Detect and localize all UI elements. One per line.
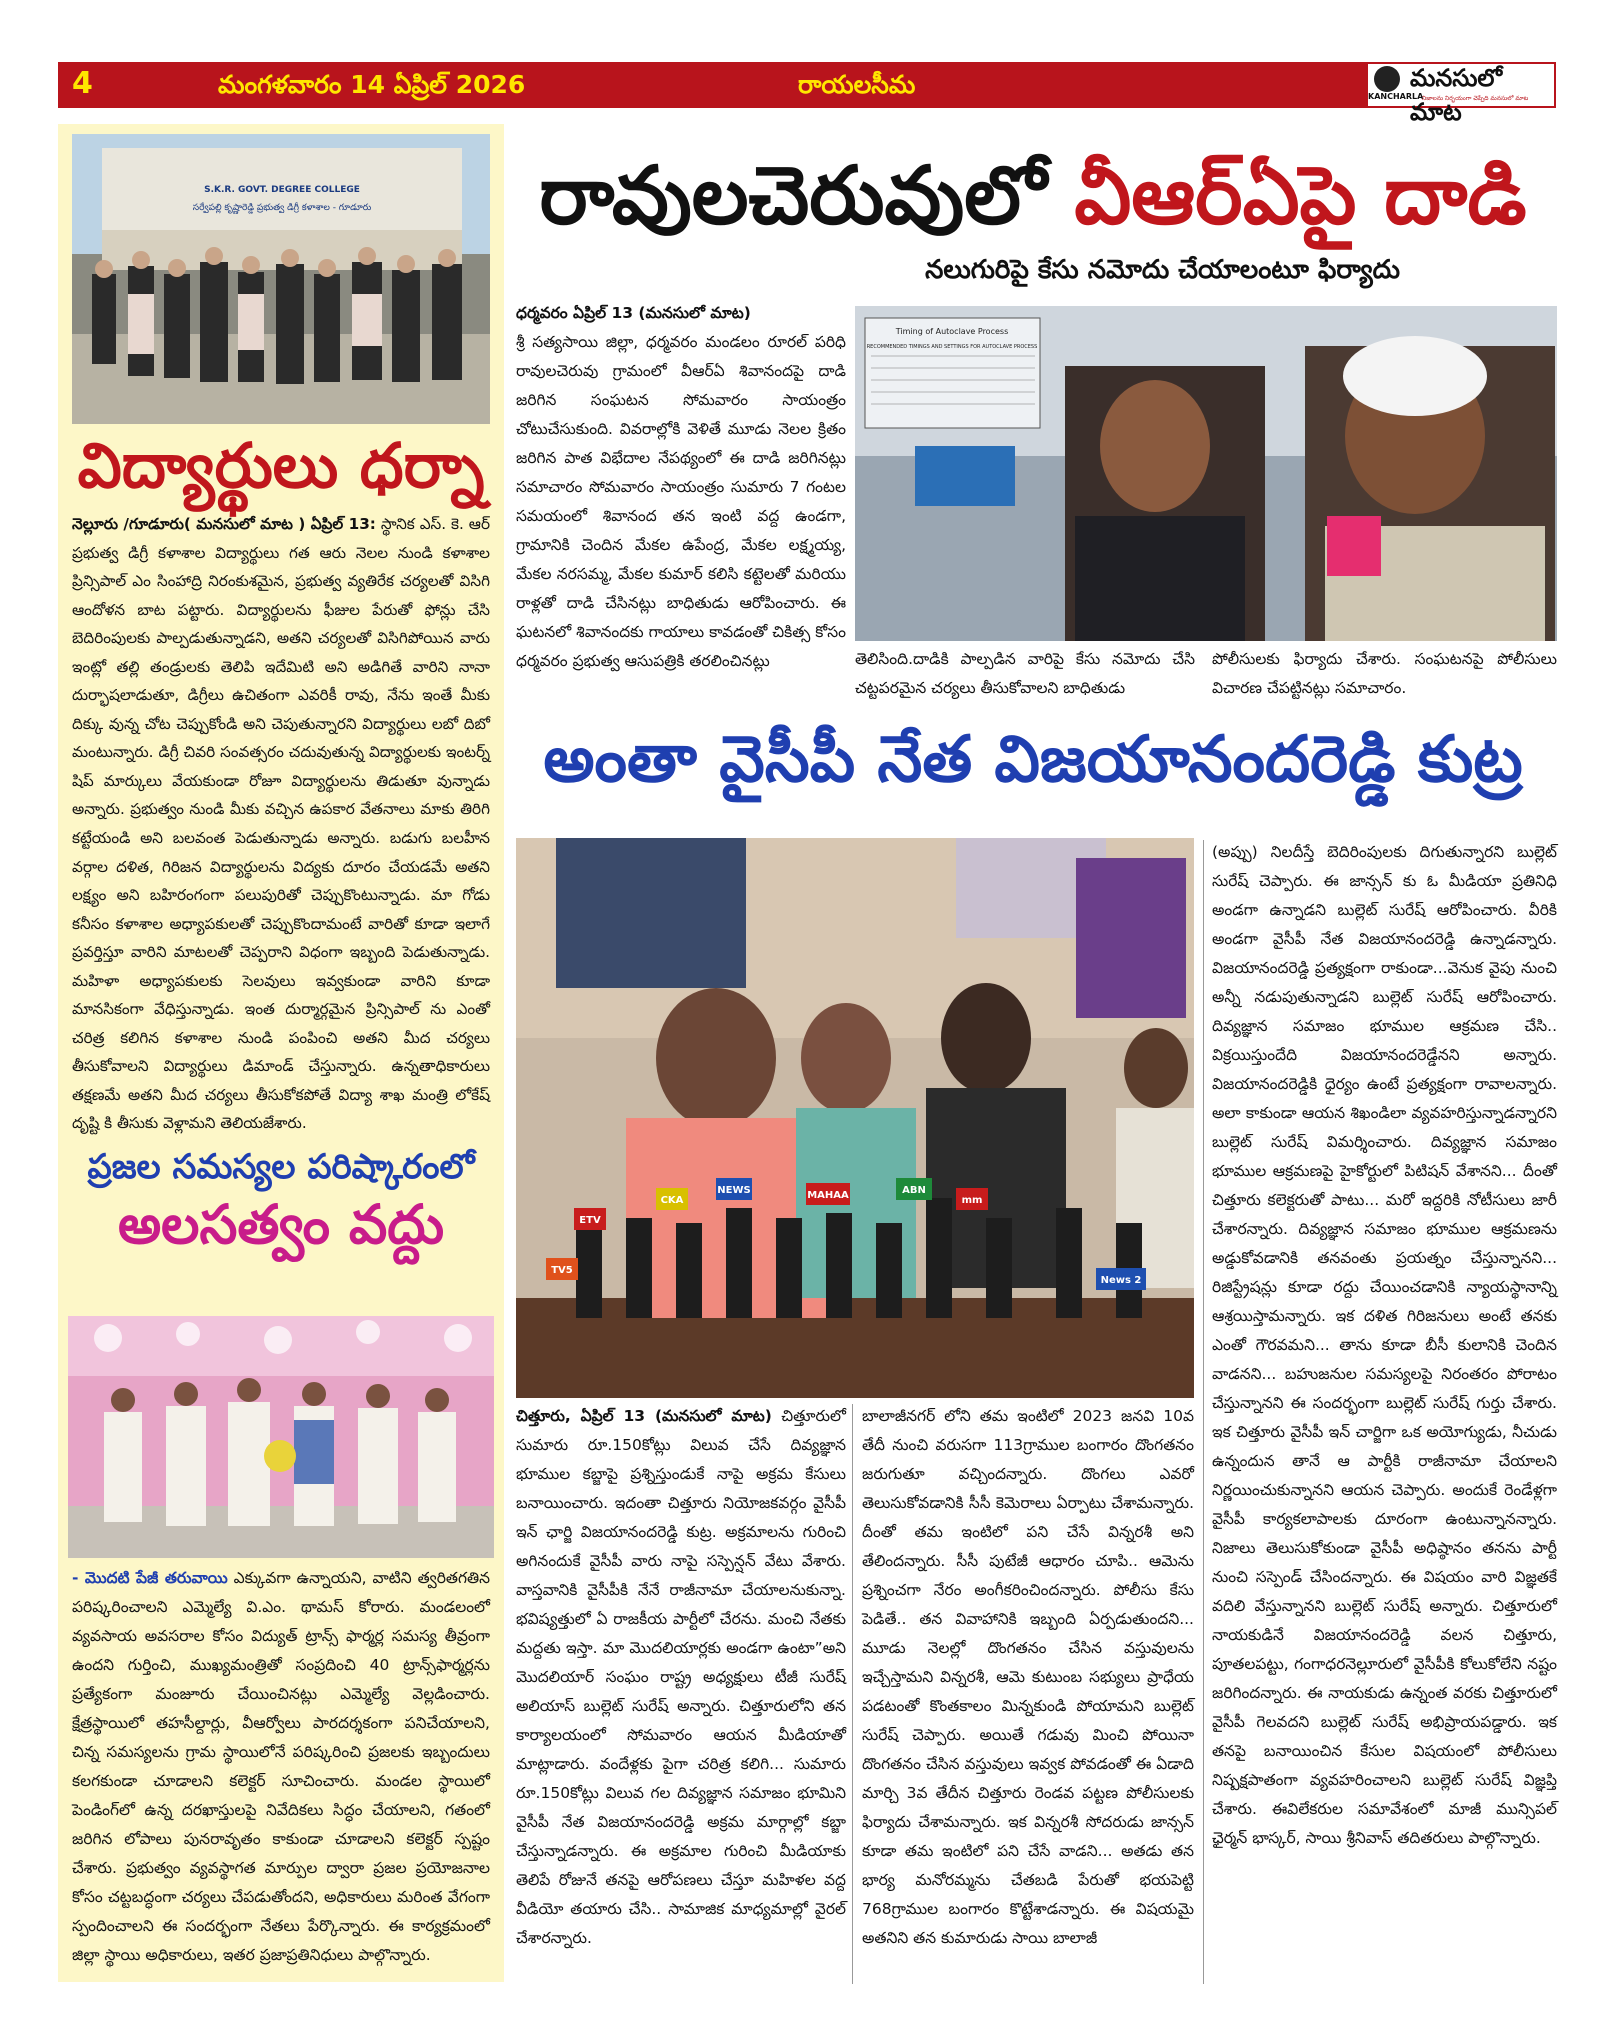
- masthead-bar: [58, 62, 1556, 126]
- press-meet-photo: [516, 838, 1194, 1398]
- story1-headline-part2: వీఆర్ఏపై దాడి: [1074, 149, 1527, 242]
- continuation-text: ఎక్కువగా ఉన్నాయని, వాటిని త్వరితగతిన పరిష్కరించాలని ఎమ్మెల్యే వి.ఎం. థామస్ కోరారు. మండలంలో వ్యవసాయ అవసరాల కోసం విద్యుత్ ట్రాన్స్ ఫార్మర్ల సమస్య తీవ్రంగా ఉందని గుర్తించి, ముఖ్యమంత్రితో సంప్రదించి 40 ట్రాన్స్‌ఫార్మర్లను ప్రత్యేకంగా మంజూరు చేయించినట్లు ఎమ్మెల్యే వెల్లడించారు. క్షేత్రస్థాయిలో తహసీల్దార్లు, వీఆర్వోలు పారదర్శకంగా పనిచేయాలని, చిన్న సమస్యలను గ్రామ స్థాయిలోనే పరిష్కరించి ప్రజలకు ఇబ్బందులు కలగకుండా చూడాలని కలెక్టర్ సూచించారు. మండల స్థాయిలో పెండింగ్‌లో ఉన్న దరఖాస్తులపై నివేదికలు సిద్ధం చేయాలని, గతంలో జరిగిన లోపాలు పునరావృతం కాకుండా చూడాలని కలెక్టర్ స్పష్టం చేశారు. ప్రభుత్వం వ్యవస్థాగత మార్పుల ద్వారా ప్రజల ప్రయోజనాల కోసం చట్టబద్ధంగా చర్యలు చేపడుతోందని, అధికారులు మరింత వేగంగా స్పందించాలని ఈ సందర్భంగా నేతలు పేర్కొన్నారు. ఈ కార్యక్రమంలో జిల్లా స్థాయి అధికారులు, ఇతర ప్రజాప్రతినిధులు పాల్గొన్నారు.: [72, 1569, 490, 1964]
- left-headline2-line2: అలసత్వం వద్దు: [117, 1193, 445, 1256]
- story2-column2: బాలాజీనగర్ లోని తమ ఇంటిలో 2023 జనవి 10వ తేదీ నుంచి వరుసగా 113గ్రాముల బంగారం దొంగతనం జరుగుతూ వచ్చిందన్నారు. దొంగలు ఎవరో తెలుసుకోవడానికి సీసీ కెమెరాలు ఏర్పాటు చేశామన్నారు. దీంతో తమ ఇంటిలో పని చేసే విన్నరశీ అని తేలిందన్నారు. సీసీ పుటేజీ ఆధారం చూపి.. ఆమెను ప్రశ్నించగా నేరం అంగీకరించిందన్నారు. పోలీసు కేసు పెడితే.. తన వివాహానికి ఇబ్బంది ఏర్పడుతుందని... మూడు నెలల్లో దొంగతనం చేసిన వస్తువులను ఇచ్చేస్తామని విన్నరశీ, ఆమె కుటుంబ సభ్యులు ప్రాధేయ పడటంతో కొంతకాలం మిన్నకుండి పోయామని బుల్లెట్ సురేష్ చెప్పారు. అయితే గడువు మించి పోయినా దొంగతనం చేసిన వస్తువులు ఇవ్వక పోవడంతో ఈ ఏడాది మార్చి 3వ తేదీన చిత్తూరు రెండవ పట్టణ పోలీసులకు ఫిర్యాదు చేశామన్నారు. ఇక విన్నరశీ సోదరుడు జాన్సన్ కూడా తమ ఇంటిలో పని చేసే వాడని... అతడు తన భార్య మనోరమ్మను చేతబడి పేరుతో భయపెట్టి 768గ్రాముల బంగారం కొట్టేశాడన్నారు. ఈ విషయమై అతనిని తన కుమారుడు సాయి బాలాజీ: [862, 1407, 1194, 1947]
- story1-headline-part1: రావులచెరువులో: [539, 149, 1047, 242]
- page-number: 4: [72, 66, 93, 101]
- mic-label-2: CKA: [660, 1195, 684, 1206]
- students-protest-photo: [72, 134, 490, 424]
- story2-dateline: చిత్తూరు, ఏప్రిల్ 13 (మనసులో మాట): [516, 1407, 772, 1425]
- college-banner-subtext: సర్వేపల్లి కృష్ణారెడ్డి ప్రభుత్వ డిగ్రీ కళాశాల - గూడూరు: [192, 203, 372, 213]
- story1-column1: [516, 299, 846, 676]
- mic-label-1: ETV: [579, 1215, 601, 1226]
- continuation-article: [72, 1564, 490, 1970]
- mic-label-6: mm: [961, 1195, 983, 1206]
- issue-date: మంగళవారం 14 ఏప్రిల్ 2026: [218, 70, 526, 99]
- college-banner-text: S.K.R. GOVT. DEGREE COLLEGE: [204, 185, 360, 195]
- logo-name: మనసులో మాట: [1410, 64, 1503, 126]
- story2-column1: [516, 1402, 846, 1953]
- autoclave-notice-title: Timing of Autoclave Process: [895, 327, 1009, 336]
- mic-label-5: ABN: [902, 1185, 926, 1196]
- left-article-text: స్థానిక ఎస్. కె. ఆర్ ప్రభుత్వ డిగ్రీ కళాశాల విద్యార్థులు గత ఆరు నెలల నుండి కళాశాల ప్రిన్సిపాల్ ఎం సింహాద్రి నిరంకుశమైన, ప్రభుత్వ వ్యతిరేక చర్యలతో విసిగి ఆందోళన బాట పట్టారు. విద్యార్థులను ఫీజుల పేరుతో ఫోన్లు చేసి బెదిరింపులకు పాల్పడుతున్నాడని, అతని చర్యలతో విసిగిపోయిన వారు ఇంట్లో తల్లి తండ్రులకు తెలిపి ఇదేమిటి అని అడిగితే వారిని నానా దుర్భాషలాడుతూ, డిగ్రీలు ఉచితంగా ఎవరికీ రావు, నేను ఇంతే మీకు దిక్కు వున్న చోట చెప్పుకోండి అని చెపుతున్నారని విద్యార్థులు లబో దిబో మంటున్నారు. డిగ్రీ చివరి సంవత్సరం చదువుతున్న విద్యార్థులకు ఇంటర్న్ షిప్ మార్కులు వేయకుండా రోజూ విద్యార్థులను తిడుతూ వున్నాడు అన్నారు. ప్రభుత్వం నుండి మీకు వచ్చిన ఉపకార వేతనాలు మాకు తిరిగి కట్టేయండి అని బలవంత పెడుతున్నాడు అన్నారు. బడుగు బలహీన వర్గాల దళిత, గిరిజన విద్యార్థులను విద్యకు దూరం చేయడమే అతని లక్ష్యం అని బహిరంగంగా పలుపురితో చెప్పుకొంటున్నాడు. మా గోడు కనీసం కళాశాల అధ్యాపకులతో చెప్పుకొందామంటే వారితో కూడా ఇలాగే ప్రవర్తిస్తూ వారిని మాటలతో చెప్పరాని విధంగా ఇబ్బంది పెడుతున్నాడు. మహిళా అధ్యాపకులకు సెలవులు ఇవ్వకుండా వారిని కూడా మానసికంగా వేధిస్తున్నాడు. ఇంత దుర్మార్గమైన ప్రిన్సిపాల్ ను ఎంతో చరిత్ర కలిగిన కళాశాల నుండి పంపించి అతని మీద చర్యలు తీసుకోవాలని విద్యార్థులు డిమాండ్ చేస్తున్నారు. ఉన్నతాధికారులు తక్షణమే అతని మీద చర్యలు తీసుకోకపోతే విద్యా శాఖ మంత్రి లోకేష్ దృష్టి కి తీసుకు వెళ్లామని తెలియజేశారు.: [72, 515, 490, 1133]
- column-rule-2: [1203, 840, 1204, 1984]
- story1-dateline: ధర్మవరం ఏప్రిల్ 13 (మనసులో మాట): [516, 304, 751, 322]
- mic-label-4: MAHAA: [807, 1190, 849, 1201]
- column-rule-1: [852, 1404, 853, 1984]
- story2-headline: అంతా వైసీపీ నేత విజయానందరెడ్డి కుట్ర: [543, 723, 1523, 797]
- officials-meeting-photo: [68, 1316, 494, 1558]
- left-column: [58, 124, 504, 1982]
- story1-col1-text: శ్రీ సత్యసాయి జిల్లా, ధర్మవరం మండలం రూరల్ పరిధి రావులచెరువు గ్రామంలో వీఆర్ఏ శివానందపై దాడి జరిగిన సంఘటన సోమవారం సాయంత్రం చోటుచేసుకుంది. వివరాల్లోకి వెళితే మూడు నెలల క్రితం జరిగిన పాత విభేదాల నేపథ్యంలో ఈ దాడి జరిగినట్లు సమాచారం సోమవారం సాయంత్రం సుమారు 7 గంటల సమయంలో శివానంద తన ఇంటి వద్ద ఉండగా, గ్రామానికి చెందిన మేకల ఉపేంద్ర, మేకల లక్ష్మయ్య, మేకల నరసమ్మ, మేకల కుమార్ కలిసి కట్టెలతో మరియు రాళ్లతో దాడి చేసినట్లు బాధితుడు ఆరోపించారు. ఈ ఘటనలో శివానందకు గాయాలు కావడంతో చికిత్స కోసం ధర్మవరం ప్రభుత్వ ఆసుపత్రికి తరలించినట్లు: [516, 333, 846, 670]
- mic-label-3: NEWS: [717, 1185, 751, 1196]
- left-article-body: [72, 510, 490, 1138]
- logo-tagline: నిజాలను నిర్భయంగా చెప్పేది మనసులో మాట: [1422, 95, 1529, 102]
- story1-column3: పోలీసులకు ఫిర్యాదు చేశారు. సంఘటనపై పోలీసులు విచారణ చేపట్టినట్లు సమాచారం.: [1212, 650, 1557, 697]
- story1-subheadline: నలుగురిపై కేసు నమోదు చేయాలంటూ ఫిర్యాదు: [925, 255, 1400, 285]
- logo-subtext: KANCHARLA: [1368, 92, 1424, 101]
- left-headline: విద్యార్థులు ధర్నా: [77, 429, 485, 502]
- continuation-label: - మొదటి పేజీ తరువాయి: [72, 1569, 228, 1587]
- founder-portrait-icon: [1374, 66, 1400, 92]
- mic-label-7: TV5: [551, 1265, 573, 1276]
- mic-label-8: News 2: [1100, 1275, 1142, 1286]
- victims-hospital-photo: [855, 306, 1557, 641]
- left-dateline: నెల్లూరు /గూడూరు( మనసులో మాట ) ఏప్రిల్ 13:: [72, 515, 376, 533]
- story2-column3: (అప్పు) నిలదీస్తే బెదిరింపులకు దిగుతున్నారని బుల్లెట్ సురేష్ చెప్పారు. ఈ జాన్సన్ కు ఓ మీడియా ప్రతినిధి అండగా ఉన్నాడని బుల్లెట్ సురేష్ ఆరోపించారు. వీరికి అండగా వైసీపీ నేత విజయానందరెడ్డి ఉన్నాడన్నారు. విజయానందరెడ్డి ప్రత్యక్షంగా రాకుండా...వెనుక వైపు నుంచి అన్నీ నడుపుతున్నాడని బుల్లెట్ సురేష్ ఆరోపించారు. దివ్యజ్ఞాన సమాజం భూముల ఆక్రమణ చేసి.. విక్రయిస్తుందేది విజయానందరెడ్డేనని అన్నారు. విజయానందరెడ్డికి ధైర్యం ఉంటే ప్రత్యక్షంగా రావాలన్నారు. అలా కాకుండా ఆయన శిఖండిలా వ్యవహరిస్తున్నాడన్నారని బుల్లెట్ సురేష్ విమర్శించారు. దివ్యజ్ఞాన సమాజం భూముల ఆక్రమణపై హైకోర్టులో పిటిషన్ వేశానని... దీంతో చిత్తూరు కలెక్టరుతో పాటు... మరో ఇద్దరికి నోటీసులు జారీ చేశారన్నారు. దివ్యజ్ఞాన సమాజం భూముల ఆక్రమణను అడ్డుకోవడానికి తనవంతు ప్రయత్నం చేస్తున్నానని... రిజిస్ట్రేషన్లు కూడా రద్దు చేయించడానికి న్యాయస్థానాన్ని ఆశ్రయిస్తామన్నారు. ఇక దళిత గిరిజనులు అంటే తనకు ఎంతో గౌరవమని... తాను కూడా బీసీ కులానికి చెందిన వాడనని... బహుజనుల సమస్యలపై నిరంతరం పోరాటం చేస్తున్నానని ఈ సందర్భంగా బుల్లెట్ సురేష్ గుర్తు చేశారు. ఇక చిత్తూరు వైసీపీ ఇన్ చార్జిగా ఒక అయోగ్యుడు, నీచుడు ఉన్నందున తానే ఆ పార్టీకి రాజీనామా చేయాలని నిర్ణయించుకున్నానని ఆయన చెప్పారు. అందుకే రెండేళ్లగా వైసీపీ కార్యకలాపాలకు దూరంగా ఉంటున్నానన్నారు. నిజాలు తెలుసుకోకుండా వైసీపీ అధిష్ఠానం తనను పార్టీ నుంచి సస్పెండ్ చేసిందన్నారు. ఈ విషయం వారి విజ్ఞతకే వదిలి వేస్తున్నానని బుల్లెట్ సురేష్ అన్నారు. చిత్తూరులో నాయకుడినే విజయానందరెడ్డి వలన చిత్తూరు, పూతలపట్టు, గంగాధరనెల్లూరులో వైసీపీకి కోలుకోలేని నష్టం జరిగిందన్నారు. ఈ నాయకుడు ఉన్నంత వరకు చిత్తూరులో వైసీపీ గెలవదని బుల్లెట్ సురేష్ అభిప్రాయపడ్డారు. ఇక తనపై బనాయించిన కేసుల విషయంలో పోలీసులు నిష్పక్షపాతంగా వ్యవహరించాలని బుల్లెట్ సురేష్ విజ్ఞప్తి చేశారు. ఈవిలేకరుల సమావేశంలో మాజీ మున్సిపల్ ఛైర్మన్ భాస్కర్, సాయి శ్రీనివాస్ తదితరులు పాల్గొన్నారు.: [1212, 843, 1557, 1847]
- story1-column2: తెలిసింది.దాడికి పాల్పడిన వారిపై కేసు నమోదు చేసి చట్టపరమైన చర్యలు తీసుకోవాలని బాధితుడు: [855, 650, 1195, 697]
- section-name: రాయలసీమ: [798, 70, 916, 99]
- autoclave-notice-subtitle: RECOMMENDED TIMINGS AND SETTINGS FOR AUTOCLAVE PROCESS: [866, 344, 1038, 350]
- newspaper-logo: [1368, 64, 1554, 126]
- story2-col1-text: చిత్తూరులో సుమారు రూ.150కోట్లు విలువ చేసే దివ్యజ్ఞాన భూముల కబ్జాపై ప్రశ్నిస్తుండుకే నాపై అక్రమ కేసులు బనాయించారు. ఇదంతా చిత్తూరు నియోజకవర్గం వైసీపీ ఇన్ ఛార్జి విజయానందరెడ్డి కుట్ర. అక్రమాలను గురించి అగినందుకే వైసీపీ వారు నాపై సస్పెన్షన్ వేటు వేశారు. వాస్తవానికి వైసీపీకి నేనే రాజీనామా చేయాలనుకున్నా. భవిష్యత్తులో ఏ రాజకీయ పార్టీలో చేరను. మంచి నేతకు మద్దతు ఇస్తా. మా మొదలియార్లకు అండగా ఉంటా”అని మొదలియార్ సంఘం రాష్ట్ర అధ్యక్షులు టీజీ సురేష్ అలియాస్ బుల్లెట్ సురేష్ అన్నారు. చిత్తూరులోని తన కార్యాలయంలో సోమవారం ఆయన మీడియాతో మాట్లాడారు. వందేళ్లకు పైగా చరిత్ర కలిగి... సుమారు రూ.150కోట్లు విలువ గల దివ్యజ్ఞాన సమాజం భూమిని వైసీపీ నేత విజయానందరెడ్డి అక్రమ మార్గాల్లో కబ్జా చేస్తున్నాడన్నారు. ఈ అక్రమాల గురించి మీడియాకు తెలిపే రోజునే తనపై ఆరోపణలు చేస్తూ మహిళల వద్ద వీడియో తయారు చేసి.. సామాజిక మాధ్యమాల్లో వైరల్ చేశారన్నారు.: [516, 1407, 846, 1947]
- story1-headline: [508, 146, 1558, 246]
- left-headline2-line1: ప్రజల సమస్యల పరిష్కారంలో: [87, 1147, 475, 1187]
